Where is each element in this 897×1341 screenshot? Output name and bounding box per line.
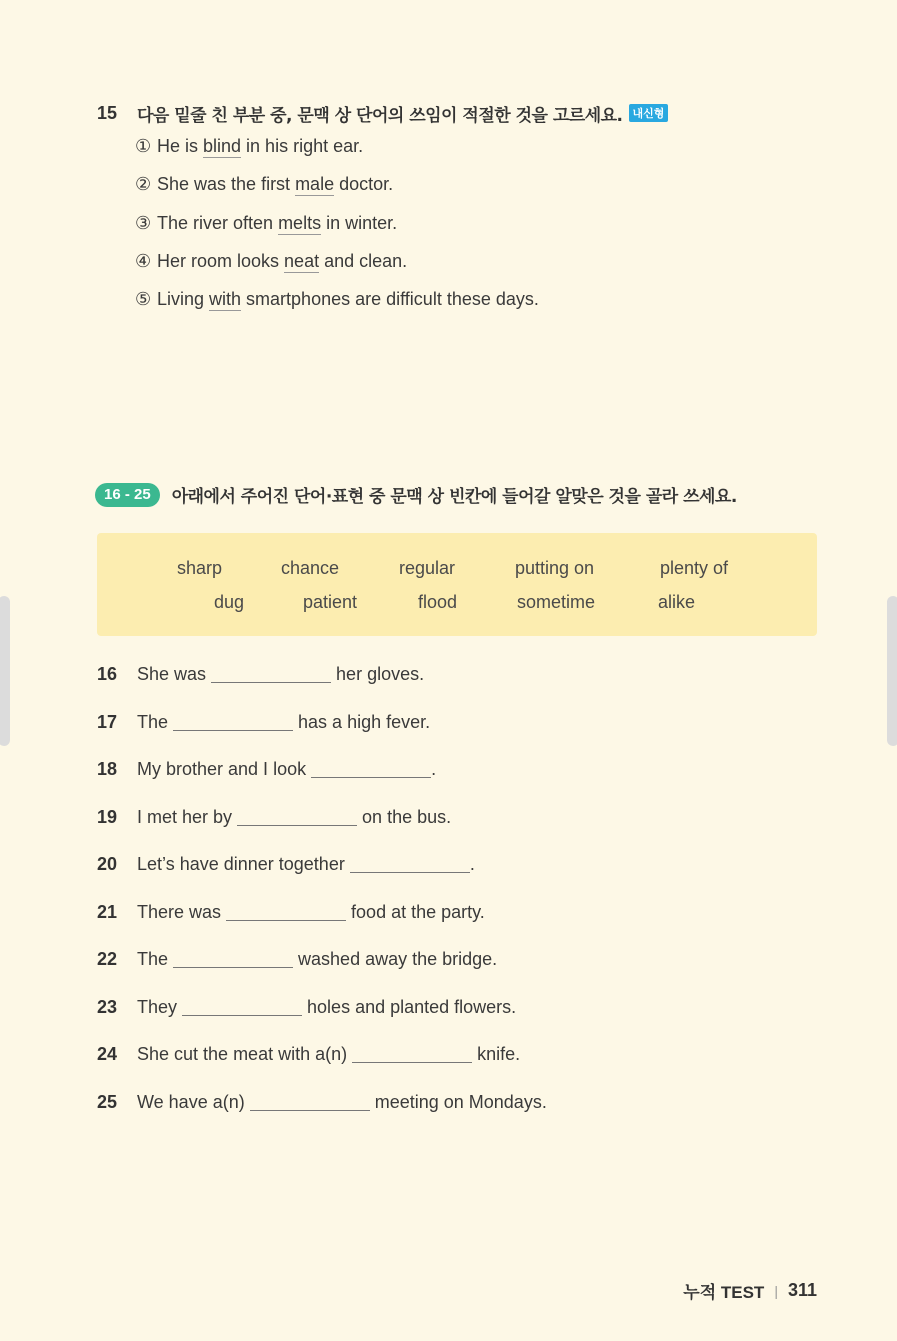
section-header: [95, 482, 737, 507]
question-row: [97, 1044, 547, 1092]
option-2[interactable]: [135, 174, 668, 212]
question-text-after: .: [469, 854, 475, 874]
option-1[interactable]: [135, 136, 668, 174]
word-bank-item: alike: [658, 592, 696, 612]
answer-blank[interactable]: [237, 807, 357, 826]
question-text-after: .: [431, 759, 437, 779]
option-mark: ①: [135, 136, 152, 156]
page-number: 311: [787, 1280, 817, 1300]
question-number: 16: [97, 664, 118, 684]
word-bank-item: flood: [418, 592, 458, 612]
question-text-before: The: [137, 949, 169, 969]
question-row: [97, 807, 547, 855]
question-text-after: washed away the bridge.: [298, 949, 498, 969]
option-4[interactable]: [135, 251, 668, 289]
underlined-word: male: [295, 174, 335, 195]
word-bank-item: regular: [399, 558, 456, 578]
word-bank-item: putting on: [515, 558, 595, 578]
option-text: Her room looks neat and clean.: [157, 250, 408, 271]
footer-title: 누적 TEST: [683, 1283, 765, 1302]
question-number: 23: [97, 996, 118, 1017]
question-number: 22: [97, 949, 118, 969]
question-number: 19: [97, 806, 118, 827]
word-bank-item: dug: [214, 592, 245, 612]
question-15-header: [97, 100, 668, 126]
question-15: [97, 100, 668, 327]
question-number: 25: [97, 1091, 118, 1112]
underlined-word: melts: [278, 212, 322, 233]
answer-blank[interactable]: [250, 1092, 370, 1111]
underlined-word: blind: [203, 136, 242, 156]
question-row: [97, 854, 547, 902]
word-bank-item: sometime: [517, 592, 596, 612]
question-row: [97, 664, 547, 712]
question-text-after: food at the party.: [351, 901, 485, 922]
question-text-after: on the bus.: [362, 806, 452, 827]
question-text-after: meeting on Mondays.: [374, 1091, 547, 1112]
question-number: 20: [97, 854, 118, 874]
question-row: [97, 949, 547, 997]
right-page-tab[interactable]: [887, 596, 897, 746]
page-footer: [683, 1278, 817, 1303]
question-text-before: She cut the meat with a(n): [137, 1044, 348, 1064]
question-row: [97, 759, 547, 807]
section-instruction: 아래에서 주어진 단어·표현 중 문맥 상 빈칸에 들어갈 알맞은 것을 골라 쓰세요.: [171, 487, 737, 507]
answer-blank[interactable]: [350, 854, 470, 873]
option-mark: ③: [135, 212, 152, 233]
underlined-word: neat: [284, 250, 320, 271]
question-text-before: The: [137, 711, 169, 732]
word-bank-item: plenty of: [660, 558, 729, 578]
word-bank: [97, 533, 817, 636]
option-list: [135, 136, 668, 327]
option-5[interactable]: [135, 289, 668, 327]
answer-blank[interactable]: [173, 712, 293, 731]
question-number: 15: [97, 102, 118, 123]
question-text-before: We have a(n): [137, 1091, 245, 1112]
answer-blank[interactable]: [226, 902, 346, 921]
option-3[interactable]: [135, 213, 668, 251]
question-text-after: knife.: [477, 1044, 521, 1064]
option-text: Living with smartphones are difficult these days.: [157, 289, 539, 310]
question-row: [97, 712, 547, 760]
option-text: She was the first male doctor.: [157, 174, 394, 195]
option-mark: ④: [135, 250, 152, 271]
answer-blank[interactable]: [173, 949, 293, 968]
question-range-badge: 16 - 25: [95, 483, 160, 507]
question-prompt: 다음 밑줄 친 부분 중, 문맥 상 단어의 쓰임이 적절한 것을 고르세요.: [137, 105, 623, 126]
question-text-before: Let’s have dinner together: [137, 854, 345, 874]
question-number: 24: [97, 1044, 118, 1064]
question-text-after: holes and planted flowers.: [307, 996, 517, 1017]
question-text-before: My brother and I look: [137, 759, 307, 779]
option-text: He is blind in his right ear.: [157, 136, 364, 156]
footer-separator: |: [774, 1282, 778, 1299]
answer-blank[interactable]: [211, 664, 331, 683]
fill-in-questions: [97, 664, 547, 1139]
question-number: 18: [97, 759, 118, 779]
option-text: The river often melts in winter.: [157, 212, 398, 233]
question-text-before: She was: [137, 664, 207, 684]
question-text-after: has a high fever.: [298, 711, 431, 732]
question-number: 17: [97, 711, 118, 732]
underlined-word: with: [209, 289, 242, 310]
question-number: 21: [97, 901, 118, 922]
type-badge: 내신형: [629, 104, 669, 122]
question-text-before: I met her by: [137, 806, 233, 827]
question-text-before: They: [137, 996, 178, 1017]
option-mark: ⑤: [135, 289, 152, 310]
option-mark: ②: [135, 174, 152, 195]
answer-blank[interactable]: [311, 759, 431, 778]
word-bank-item: chance: [281, 558, 340, 578]
left-page-tab[interactable]: [0, 596, 10, 746]
word-bank-item: sharp: [177, 558, 223, 578]
question-row: [97, 1092, 547, 1140]
answer-blank[interactable]: [182, 997, 302, 1016]
question-row: [97, 902, 547, 950]
question-text-after: her gloves.: [336, 664, 425, 684]
question-row: [97, 997, 547, 1045]
answer-blank[interactable]: [352, 1044, 472, 1063]
question-text-before: There was: [137, 901, 222, 922]
word-bank-item: patient: [303, 592, 358, 612]
